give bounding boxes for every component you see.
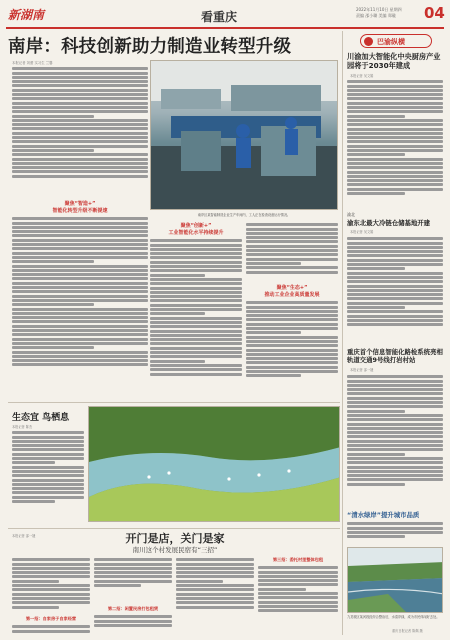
right-low-headline: 重庆首个信息智能化路检系统亮相轨道交通9号线打岩村站: [347, 348, 443, 364]
lead-body-col2: [150, 238, 242, 398]
page-number: 04: [424, 4, 445, 22]
ecology-headline: 生态宜 鸟栖息: [12, 413, 70, 423]
lead-photo-caption: 南岸区某智能制造企业生产车间内，工人正在检查设备运行情况。: [197, 213, 291, 217]
right-bottom-caption: 九龙坡区某河段经综合整治后，水清岸绿，成为市民休闲好去处。: [347, 615, 440, 619]
lead-subhead-2a: 聚焦“创新+”: [180, 223, 212, 229]
right-top-body: [347, 79, 443, 209]
right-mid-headline: 渝东北最大冷链仓储基地开建: [347, 219, 431, 227]
lead-subhead-3b: 推动工业企业高质量发展: [264, 292, 320, 298]
feature-body-col3: [176, 557, 254, 635]
lead-subhead-3a: 聚焦“生态+”: [276, 285, 308, 291]
feature-byline: 本报记者 邵一婕: [12, 534, 36, 538]
issue-date: 2022年11月10日 星期四: [356, 7, 402, 12]
feature-body-col2b: [94, 614, 172, 636]
right-low-body: [347, 374, 443, 506]
feature-body-col4: [258, 565, 338, 635]
feature-section-2: 第二招：闲置民房打包租赁: [107, 606, 159, 611]
right-bottom-credit: 重庆日报记者 陈佩 摄: [392, 629, 423, 633]
right-bottom-body: [347, 521, 443, 545]
lead-body-col3: [246, 222, 338, 282]
lead-body-col1: [12, 66, 148, 196]
lead-subhead-1a: 聚焦“智造+”: [64, 201, 96, 207]
ecology-body: [12, 430, 84, 522]
badge-icon: [364, 37, 373, 46]
lead-headline: 南岸：科技创新助力制造业转型升级: [8, 37, 292, 57]
lead-body-col3b: [246, 300, 338, 398]
lead-byline: 本报记者 刘蕾 实习生 兰馨: [12, 61, 53, 65]
feature-subtitle: 南川这个村发展民宿有“三招”: [132, 546, 218, 554]
feature-rule: [8, 528, 340, 529]
right-top-headline: 川渝加大智能化中央厨房产业园将于2030年建成: [347, 52, 441, 70]
ecology-photo: [88, 406, 340, 522]
feature-body-col2: [94, 557, 172, 603]
badge-label: 巴渝纵横: [377, 37, 405, 46]
right-mid-body: [347, 236, 443, 346]
middle-rule: [8, 402, 340, 403]
lead-subhead-2b: 工业智能化水平持续提升: [168, 230, 224, 236]
feature-body-col1b: [12, 624, 90, 636]
feature-section-1: 第一招：自家房子自家经营: [25, 616, 77, 621]
right-top-byline: 本报记者 吴文娟: [350, 74, 374, 78]
masthead-rule: [6, 27, 444, 29]
feature-headline: 开门是店，关门是家: [125, 532, 225, 545]
masthead: [6, 4, 446, 26]
column-badge: [360, 34, 432, 48]
right-bottom-photo: [347, 547, 443, 613]
right-mid-kicker: 渝北: [347, 212, 355, 217]
lead-body-col1b: [12, 216, 148, 398]
paper-logo: 新湖南: [8, 8, 45, 22]
editor-credit: 责编 邵小璐 美编 郑璇: [356, 13, 396, 18]
feature-section-3: 第三招：委托村里整体包租: [272, 557, 324, 562]
lead-subhead-1b: 智能化转型升级不断提速: [52, 208, 108, 214]
ecology-byline: 本报记者 陈杰: [12, 425, 33, 429]
right-column-divider: [342, 31, 343, 635]
section-title: 看重庆: [201, 10, 238, 24]
right-bottom-headline: “清水绿岸”提升城市品质: [347, 511, 420, 519]
right-mid-byline: 本报记者 吴文娟: [350, 230, 374, 234]
right-low-byline: 本报记者 邵一婕: [350, 368, 374, 372]
lead-photo: [150, 60, 338, 210]
